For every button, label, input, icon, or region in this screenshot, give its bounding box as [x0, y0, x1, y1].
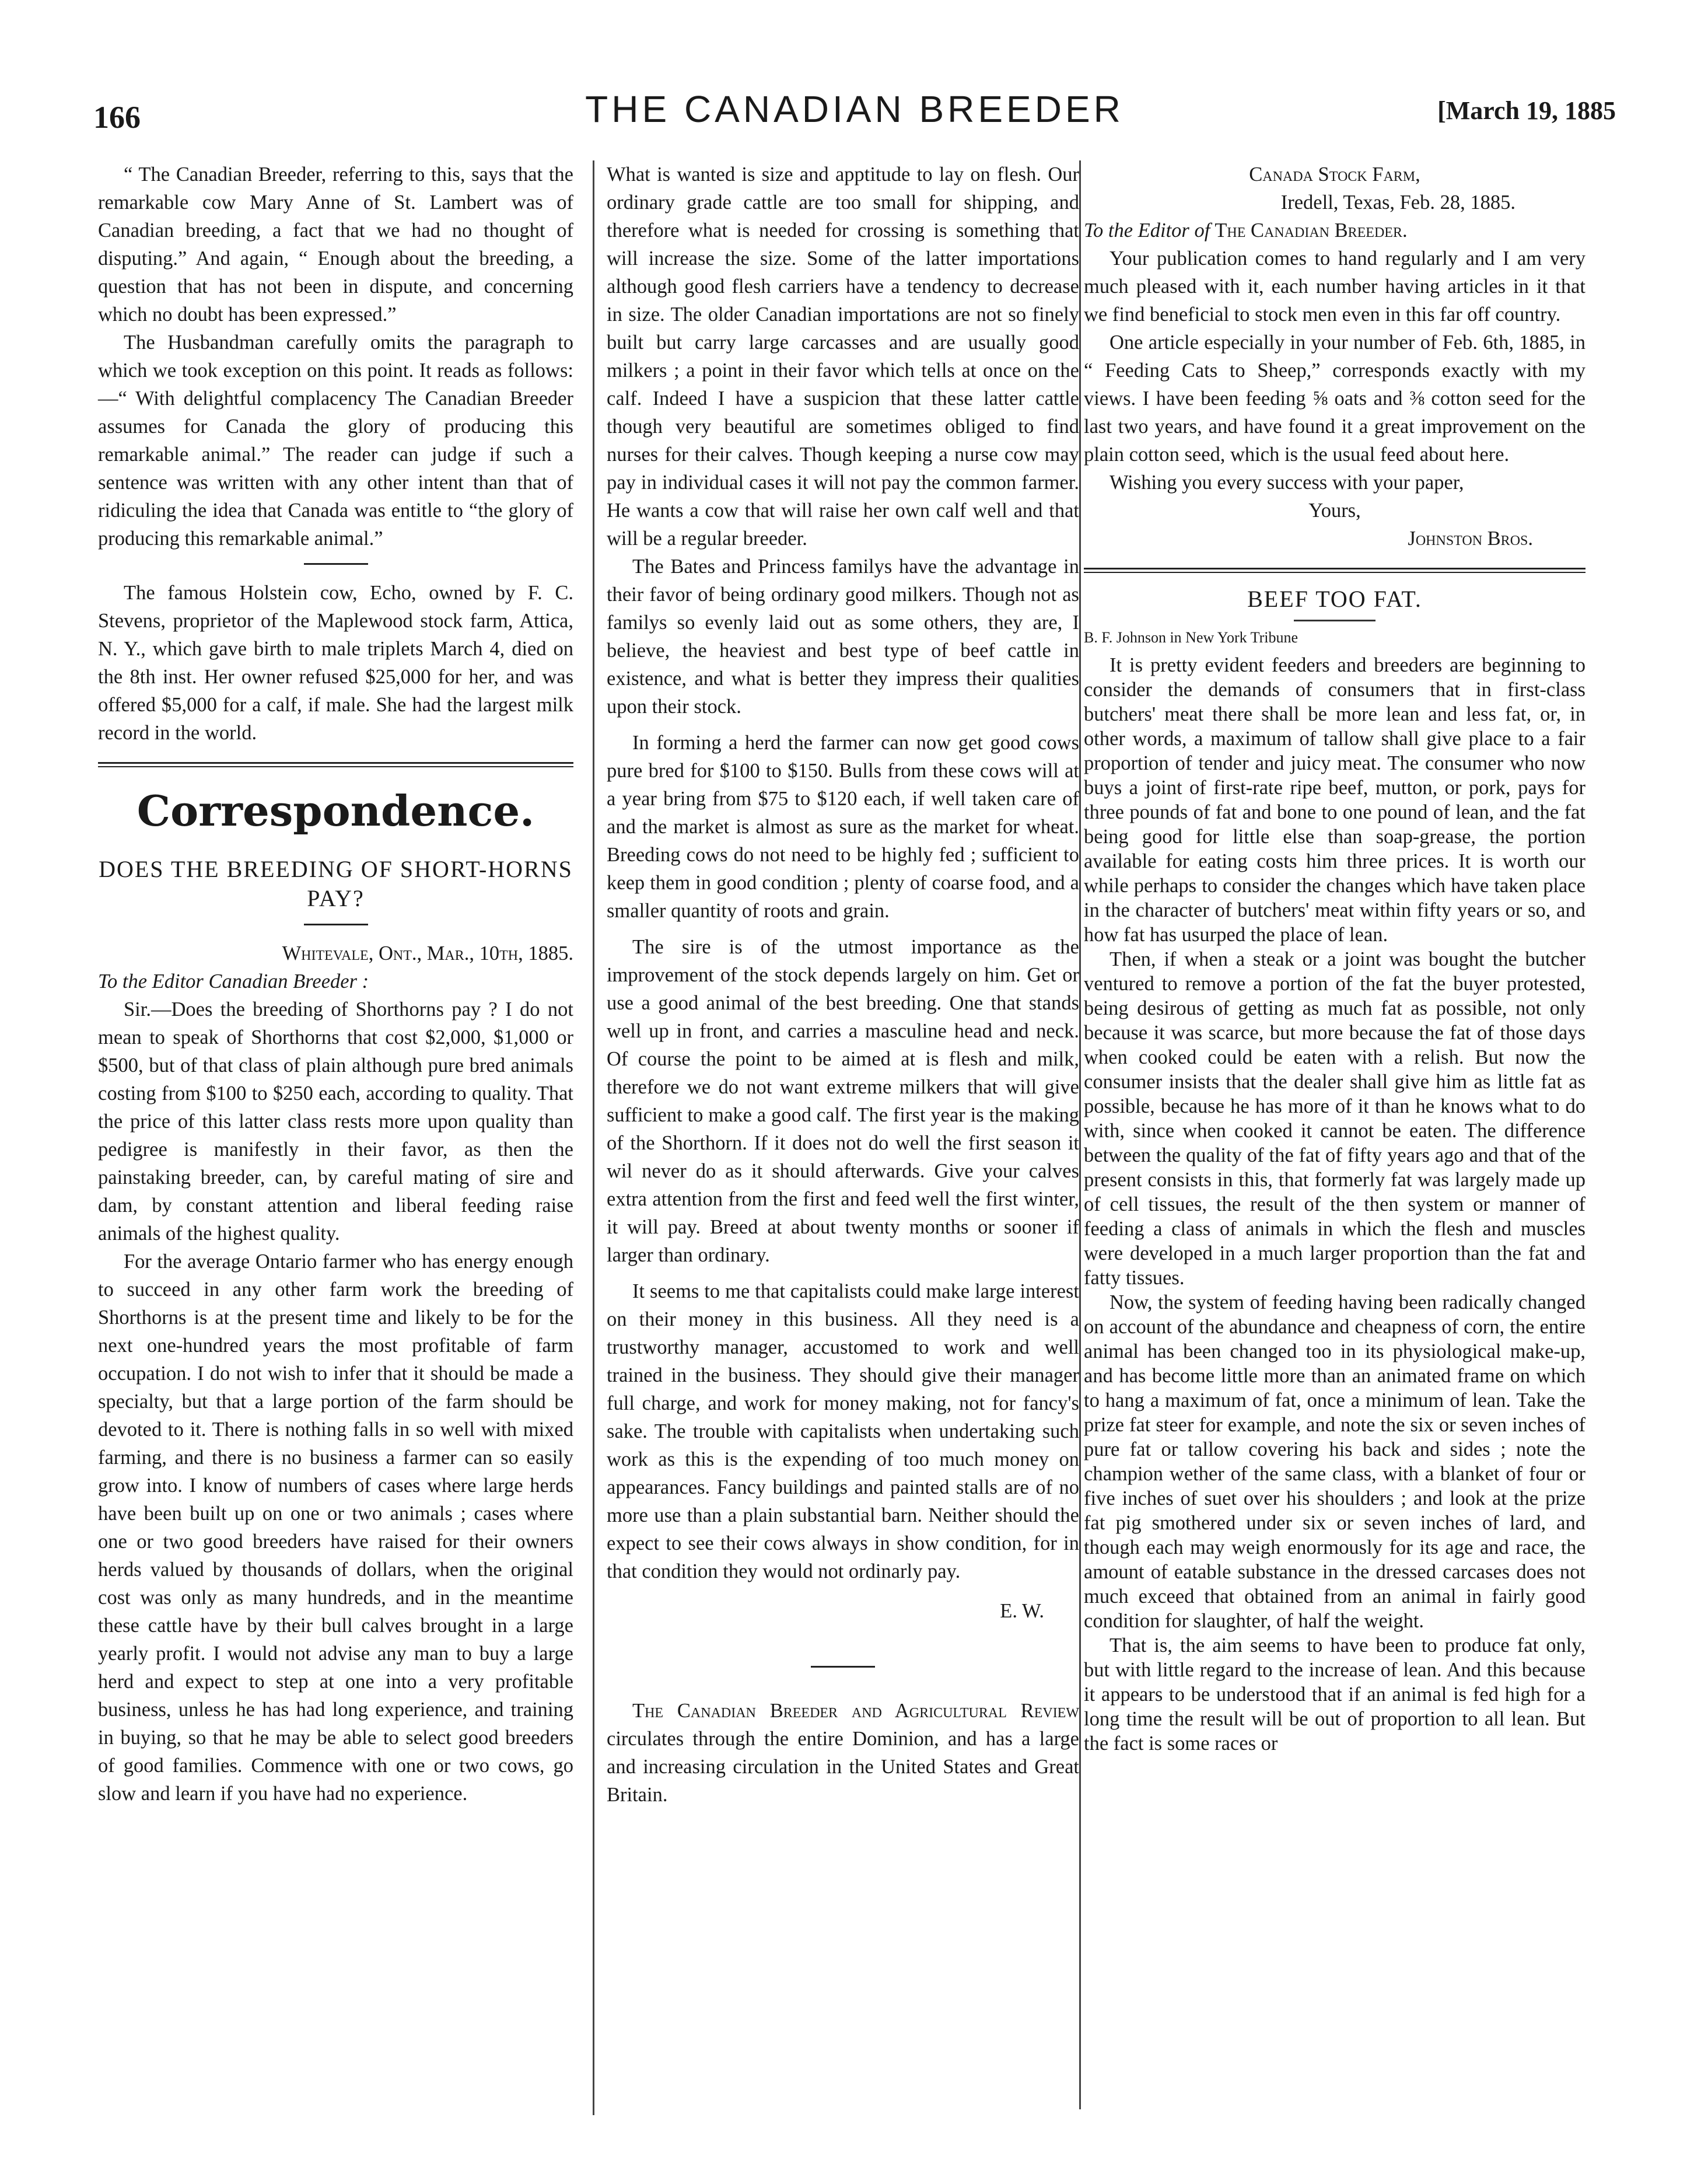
- letter-address: Canada Stock Farm,: [1249, 163, 1420, 186]
- notice-lead: The Canadian Breeder and Agricultural Review: [632, 1700, 1079, 1722]
- paragraph: For the average Ontario farmer who has energy enough to succeed in any other farm work the breeding of Shorthorns is at the present time and likely to be for the next one-hundred years the most profitable of farm occupation. I do not wish to infer that it should be made a specialty, but that a large portion of the farm should be devoted to it. There is nothing falls in so well with mixed farming, and there is no business a farmer can so easily grow into. I know of numbers of cases where large herds have been built up on one or two animals ; cases where one or two good breeders have raised for their owners herds valued by thousands of dollars, when the original cost was only as many hundreds, and in the meantime these cattle have by their bull calves brought in a large yearly profit. I would not advise any man to buy a large herd and expect to step at one into a very profitable business, unless he has had long experience, and training in buying, so that he may be able to select good breeders of good families. Commence with one or two cows, go slow and learn if you have had no experience.: [98, 1250, 573, 1805]
- section-rule: [98, 766, 573, 767]
- letter-address-line: Iredell, Texas, Feb. 28, 1885.: [1280, 191, 1516, 214]
- notice-text: circulates through the entire Dominion, and has a large and increasing circulation in the United States and Great Britain.: [607, 1728, 1079, 1806]
- divider: [304, 924, 368, 925]
- signature: E. W.: [1000, 1600, 1044, 1622]
- article-title: BEEF TOO FAT.: [1247, 586, 1422, 612]
- closing: Yours,: [1308, 499, 1361, 522]
- page-number: 166: [93, 100, 141, 135]
- byline: B. F. Johnson in New York Tribune: [1084, 629, 1298, 646]
- salutation: To the Editor Canadian Breeder :: [98, 970, 369, 993]
- column-left: [98, 160, 573, 1808]
- paragraph: That is, the aim seems to have been to produce fat only, but with little regard to the increase of lean. And this because it appears to be understood that if an animal is fed high for a long time the result will be out of proportion to all lean. But the fact is some races or: [1084, 1634, 1586, 1755]
- paragraph: The sire is of the utmost importance as the improvement of the stock depends largely on him. Get or use a good animal of the best breeding. One that stands well up in front, and carries a masculine head and neck. Of course the point to be aimed at is flesh and milk, therefore we do not want extreme milkers that will give sufficient to make a good calf. The first year is the making of the Shorthorn. If it does not do well the first season it wil never do as it should afterwards. Give your calves extra attention from the first and feed well the first winter, it will pay. Breed at about twenty months or sooner if larger than ordinary.: [607, 936, 1079, 1266]
- salutation-name: The Canadian Breeder.: [1210, 219, 1408, 242]
- notice: [607, 1697, 1079, 1809]
- paragraph: Wishing you every success with your paper,: [1110, 471, 1464, 494]
- paragraph: It seems to me that capitalists could make large interest on their money in this business. All they need is a trustworthy manager, accustomed to work and well trained in the business. They should give their manager full charge, and work for money making, not for fancy's sake. The trouble with capitalists when undertaking such work as this is the expending of too much money on appearances. Fancy buildings and painted stalls are of no more use than a plain substantial barn. Neither should the expect to see their cows always in show condition, for in that condition they would not ordinarly pay.: [607, 1280, 1079, 1582]
- section-rule: [1084, 572, 1586, 573]
- article-title: DOES THE BREEDING OF SHORT-HORNS PAY?: [99, 856, 573, 911]
- divider: [1294, 620, 1376, 621]
- paragraph: Your publication comes to hand regularly and I am very much pleased with it, each number having articles in it that we find beneficial to stock men even in this far off country.: [1084, 247, 1586, 326]
- section-rule: [1084, 568, 1586, 569]
- paragraph: “ The Canadian Breeder, referring to this, says that the remarkable cow Mary Anne of St. Lambert was of Canadian breeding, a fact that we had no thought of disputing.” And again, “ Enough about the breeding, a question that has not been in dispute, and concerning which no doubt has been expressed.”: [98, 163, 573, 326]
- column-rule-left: [593, 160, 594, 2115]
- salutation-lead: To the Editor of: [1084, 219, 1210, 242]
- column-right: [1084, 160, 1586, 1756]
- masthead: THE CANADIAN BREEDER: [585, 88, 1124, 130]
- divider: [811, 1666, 875, 1668]
- section-title: Correspondence.: [136, 786, 535, 836]
- paragraph: In forming a herd the farmer can now get good cows pure bred for $100 to $150. Bulls from these cows will at a year bring from $75 to $120 each, if well taken care of and the market is almost as sure as the market for wheat. Breeding cows do not need to be highly fed ; sufficient to keep them in good condition ; plenty of coarse food, and a smaller quantity of roots and grain.: [607, 732, 1079, 922]
- paragraph: It is pretty evident feeders and breeders are beginning to consider the demands of consumers that in first-class butchers' meat there shall be more lean and less fat, or, in other words, a maximum of tallow shall give place to a fair proportion of tender and juicy meat. The consumer who now buys a joint of first-rate ripe beef, mutton, or pork, pays for three pounds of fat and bone to one pound of lean, and the fat being good for little else than soap-grease, the portion available for eating costs him three prices. It is worth our while perhaps to consider the changes which have taken place in the character of butchers' meat within fifty years or so, and how fat has usurped the place of lean.: [1084, 654, 1586, 946]
- column-rule-right: [1079, 160, 1081, 2109]
- salutation: [1084, 216, 1586, 244]
- column-middle: [607, 160, 1079, 1809]
- divider: [304, 563, 368, 565]
- paragraph: The famous Holstein cow, Echo, owned by F. C. Stevens, proprietor of the Maplewood stock farm, Attica, N. Y., which gave birth to male triplets March 4, died on the 8th inst. Her owner refused $25,000 for her, and was offered $5,000 for a calf, if male. She had the largest milk record in the world.: [98, 582, 573, 744]
- paragraph: Now, the system of feeding having been radically changed on account of the abundance and cheapness of corn, the entire animal has been changed too in its physiological make-up, and has become little more than an animated frame on which to hang a maximum of fat, once a minimum of lean. Take the prize fat steer for example, and note the six or seven inches of pure fat or tallow covering his back and sides ; note the champion wether of the same class, with a blanket of four or five inches of suet over his shoulders ; and look at the prize fat pig smothered under six or seven inches of lard, and though each may weigh enormously for its age and race, the amount of eatable substance in the dressed carcases does not much exceed that obtained from an animal in fairly good condition for slaughter, of half the weight.: [1084, 1291, 1586, 1632]
- issue-date: [March 19, 1885: [1437, 96, 1616, 125]
- dateline: Whitevale, Ont., Mar., 10th, 1885.: [282, 942, 573, 965]
- page-header: [93, 88, 1616, 152]
- section-rule: [98, 762, 573, 764]
- paragraph: Sir.—Does the breeding of Shorthorns pay ? I do not mean to speak of Shorthorns that cost $2,000, $1,000 or $500, but of that class of plain although pure bred animals costing from $100 to $250 each, according to quality. That the price of this latter class rests more upon quality than pedigree is manifestly in their favor, as then the painstaking breeder, can, by careful mating of sire and dam, by constant attention and liberal feeding raise animals of the highest quality.: [98, 998, 573, 1245]
- paragraph: The Husbandman carefully omits the paragraph to which we took exception on this point. It reads as follows:—“ With delightful complacency The Canadian Breeder assumes for Canada the glory of producing this remarkable animal.” The reader can judge if such a sentence was written with any other intent than that of ridiculing the idea that Canada was entitle to “the glory of producing this remarkable animal.”: [98, 331, 573, 550]
- closing-signature: Johnston Bros.: [1408, 527, 1533, 550]
- paragraph: Then, if when a steak or a joint was bought the butcher ventured to remove a portion of the fat the buyer protested, being desirous of getting as much fat as possible, not only because it was scarce, but more because the fat of those days when cooked could be eaten with a relish. But now the consumer insists that the dealer shall give him as little fat as possible, because he has more of it than he knows what to do with, since when cooked it cannot be eaten. The difference between the quality of the fat of fifty years ago and that of the present consists in this, that formerly fat was largely made up of cell tissues, the result of the then system or manner of feeding a class of animals in which the flesh and muscles were developed in a much larger proportion than the fat and fatty tissues.: [1084, 948, 1586, 1289]
- paragraph: What is wanted is size and apptitude to lay on flesh. Our ordinary grade cattle are too small for shipping, and therefore what is needed for crossing is something that will increase the size. Some of the latter importations although good flesh carriers have a tendency to decrease in size. The older Canadian importations are not so finely built but carry large carcasses and are usually good milkers ; a point in their favor which tells at once on the calf. Indeed I have a suspicion that these latter cattle though very beautiful are sometimes obliged to find nurses for their calves. Though keeping a nurse cow may pay in individual cases it will not pay the common farmer. He wants a cow that will raise her own calf well and that will be a regular breeder.: [607, 163, 1079, 550]
- paragraph: The Bates and Princess familys have the advantage in their favor of being ordinary good milkers. Though not as familys so evenly laid out as some others, they are, I believe, the heaviest and best type of beef cattle in existence, and what is better they impress their qualities upon their stock.: [607, 555, 1079, 718]
- paragraph: One article especially in your number of Feb. 6th, 1885, in “ Feeding Cats to Sheep,” corresponds exactly with my views. I have been feeding ⅝ oats and ⅜ cotton seed for the last two years, and have found it a great improvement on the plain cotton seed, which is the usual feed about here.: [1084, 331, 1586, 466]
